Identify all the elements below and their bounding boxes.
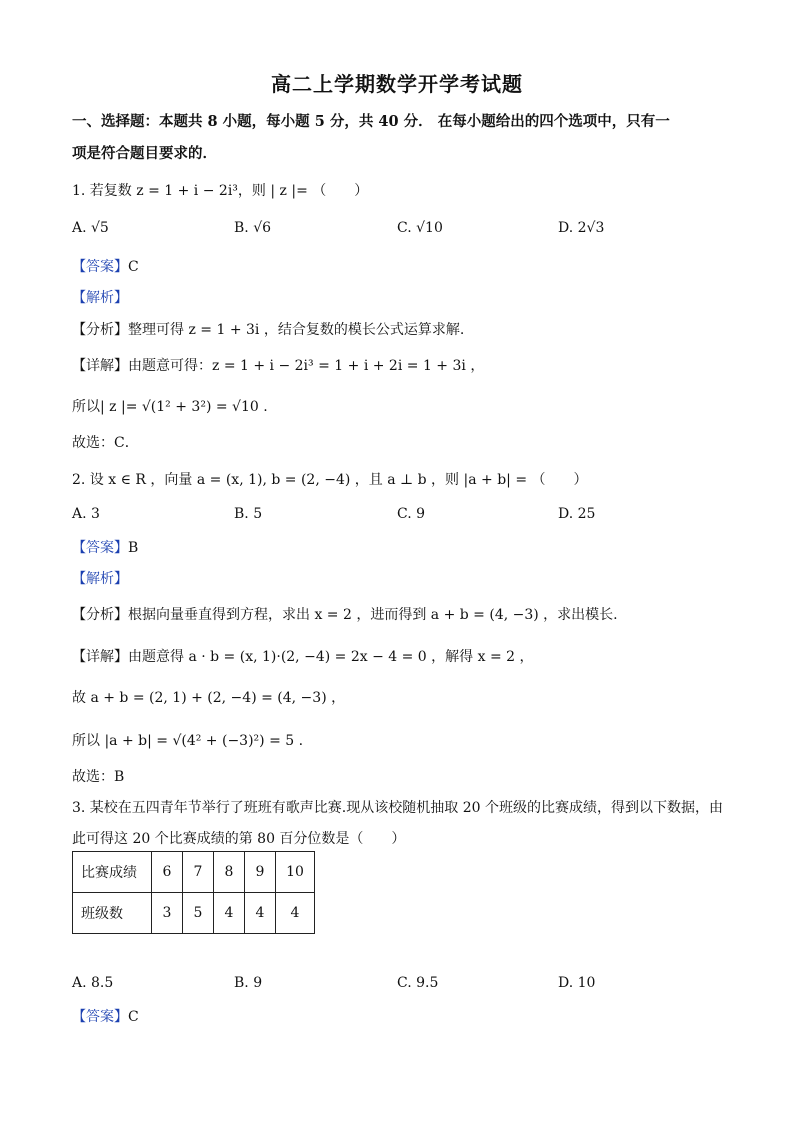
q1-option-b: B. √6 — [234, 220, 272, 236]
xiangjie-tag: 【详解】 — [72, 649, 128, 665]
q1-option-d: D. 2√3 — [558, 220, 605, 236]
section-heading-line2: 项是符合题目要求的． — [72, 145, 217, 162]
table-cell: 7 — [183, 852, 214, 893]
table-cell: 3 — [152, 893, 183, 934]
answer-tag: 【答案】 — [72, 259, 128, 275]
fenxi-tag: 【分析】 — [72, 322, 128, 338]
table-cell: 4 — [245, 893, 276, 934]
table-cell: 10 — [276, 852, 315, 893]
q3-answer-line — [72, 1006, 139, 1026]
q2-stem: 2. 设 x ∈ R ，向量 a = (x, 1), b = (2, −4) ，且 a ⊥ b ，则 |a + b| = （ ） — [72, 472, 588, 488]
table-cell: 6 — [152, 852, 183, 893]
page-title: 高二上学期数学开学考试题 — [271, 72, 523, 96]
table-row-header: 班级数 — [73, 893, 152, 934]
table-cell: 4 — [214, 893, 245, 934]
q3-stem-line1: 3. 某校在五四青年节举行了班班有歌声比赛.现从该校随机抽取 20 个班级的比赛成绩，得到以下数据，由 — [72, 800, 723, 816]
q2-fenxi: 根据向量垂直得到方程，求出 x = 2 ，进而得到 a + b = (4, −3) ，求出模长. — [128, 607, 618, 623]
q1-fenxi-line — [72, 319, 464, 339]
q1-xiangjie-line — [72, 355, 484, 375]
table-row-header: 比赛成绩 — [73, 852, 152, 893]
fenxi-tag: 【分析】 — [72, 607, 128, 623]
q1-option-a: A. √5 — [72, 220, 109, 236]
q1-answer: C — [128, 259, 139, 275]
section-heading-line1: 一、选择题：本题共 8 小题，每小题 5 分，共 40 分． 在每小题给出的四个选项中，只有一 — [72, 113, 670, 130]
q2-option-c: C. 9 — [397, 506, 426, 522]
table-cell: 9 — [245, 852, 276, 893]
q1-answer-line — [72, 256, 139, 276]
q2-option-b: B. 5 — [234, 506, 263, 522]
q3-option-d: D. 10 — [558, 975, 596, 991]
q1-fenxi: 整理可得 z = 1 + 3i ，结合复数的模长公式运算求解. — [128, 322, 465, 338]
q2-option-a: A. 3 — [72, 506, 100, 522]
table-cell: 8 — [214, 852, 245, 893]
q1-option-c: C. √10 — [397, 220, 443, 236]
q2-option-d: D. 25 — [558, 506, 596, 522]
q3-stem-line2: 此可得这 20 个比赛成绩的第 80 百分位数是（ ） — [72, 831, 406, 847]
q3-option-a: A. 8.5 — [72, 975, 114, 991]
q3-answer: C — [128, 1009, 139, 1025]
score-table — [72, 851, 315, 934]
q1-xiangjie: 由题意可得：z = 1 + i − 2i³ = 1 + i + 2i = 1 + 3i ， — [128, 358, 485, 374]
q2-xiangjie: 由题意得 a · b = (x, 1)·(2, −4) = 2x − 4 = 0 ，解得 x = 2 ， — [128, 649, 534, 665]
q2-modulus: 所以 |a + b| = √(4² + (−3)²) = 5 . — [72, 733, 304, 749]
q3-option-c: C. 9.5 — [397, 975, 439, 991]
q2-answer-line — [72, 537, 138, 557]
q2-xiangjie-line — [72, 646, 533, 666]
q1-stem: 1. 若复数 z = 1 + i − 2i³，则 | z |= （ ） — [72, 183, 369, 199]
table-row — [73, 852, 315, 893]
q2-choose: 故选：B — [72, 769, 125, 785]
q2-answer: B — [128, 540, 139, 556]
q1-analysis-tag: 【解析】 — [72, 290, 128, 306]
answer-tag: 【答案】 — [72, 1009, 128, 1025]
xiangjie-tag: 【详解】 — [72, 358, 128, 374]
q2-analysis-tag: 【解析】 — [72, 571, 128, 587]
q1-modulus: 所以| z |= √(1² + 3²) = √10 . — [72, 399, 268, 415]
table-cell: 5 — [183, 893, 214, 934]
q2-fenxi-line — [72, 604, 618, 624]
q3-option-b: B. 9 — [234, 975, 263, 991]
table-cell: 4 — [276, 893, 315, 934]
answer-tag: 【答案】 — [72, 540, 128, 556]
table-row — [73, 893, 315, 934]
q2-therefore: 故 a + b = (2, 1) + (2, −4) = (4, −3) ， — [72, 690, 346, 706]
q1-choose: 故选：C． — [72, 435, 139, 451]
